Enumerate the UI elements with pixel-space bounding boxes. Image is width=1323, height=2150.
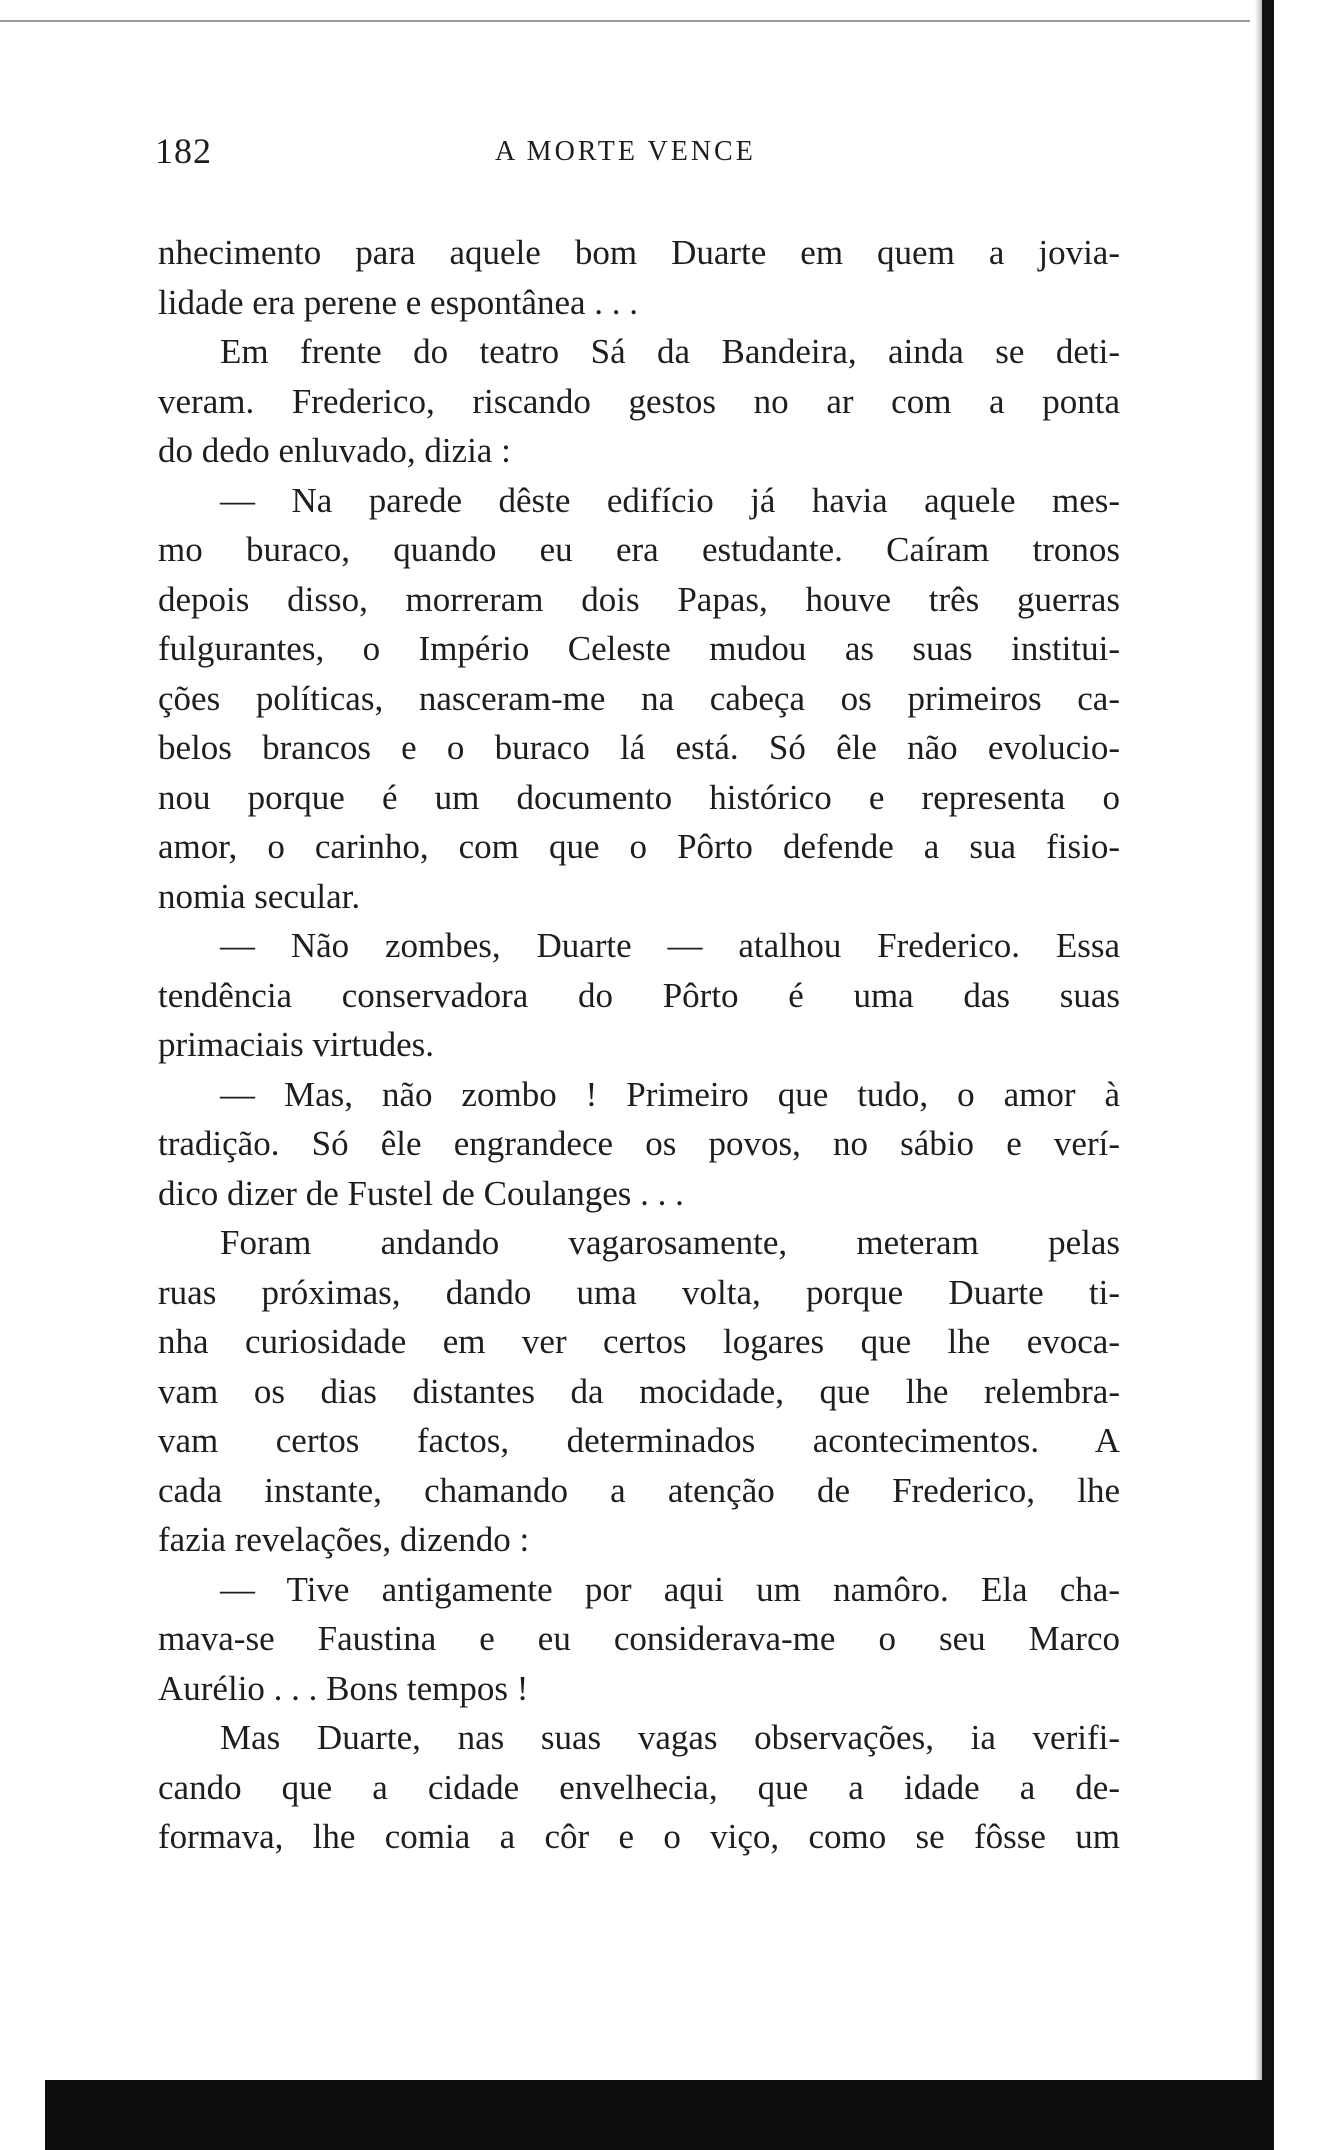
text-line: Aurélio . . . Bons tempos ! <box>158 1668 529 1708</box>
text-line: vam certos factos, determinados acontecimentos. A <box>158 1421 1120 1460</box>
text-line: ções políticas, nasceram-me na cabeça os primeiros ca- <box>158 678 1120 718</box>
binding-shadow <box>1255 0 1262 2150</box>
top-rule <box>0 20 1250 22</box>
right-page-edge <box>1262 0 1274 2150</box>
page-header <box>155 130 1125 180</box>
text-line: primaciais virtudes. <box>158 1025 435 1064</box>
text-line: Foram andando vagarosamente, meteram pelas <box>220 1223 1120 1262</box>
text-line: nou porque é um documento histórico e representa o <box>158 777 1120 817</box>
text-line: fulgurantes, o Império Celeste mudou as suas institui- <box>158 629 1120 668</box>
text-line: lidade era perene e espontânea . . . <box>158 282 639 322</box>
text-line: belos brancos e o buraco lá está. Só êle não evolucio- <box>158 728 1120 767</box>
text-line: — Na parede dêste edifício já havia aquele mes- <box>220 480 1120 520</box>
text-line: — Não zombes, Duarte — atalhou Frederico. Essa <box>220 926 1120 965</box>
text-line: Em frente do teatro Sá da Bandeira, ainda se deti- <box>220 332 1120 371</box>
text-line: mo buraco, quando eu era estudante. Caíram tronos <box>158 530 1120 569</box>
text-line: depois disso, morreram dois Papas, houve três guerras <box>158 579 1120 619</box>
text-line: mava-se Faustina e eu considerava-me o seu Marco <box>158 1619 1120 1658</box>
text-line: vam os dias distantes da mocidade, que lhe relembra- <box>158 1371 1120 1411</box>
text-line: tradição. Só êle engrandece os povos, no sábio e verí- <box>158 1124 1120 1163</box>
text-line: tendência conservadora do Pôrto é uma das suas <box>158 975 1120 1015</box>
running-title: A MORTE VENCE <box>495 136 756 167</box>
text-line: Mas Duarte, nas suas vagas observações, ia verifi- <box>220 1718 1120 1757</box>
text-line: formava, lhe comia a côr e o viço, como se fôsse um <box>158 1817 1120 1856</box>
text-line: nha curiosidade em ver certos logares que lhe evoca- <box>158 1322 1120 1361</box>
bottom-scan-border <box>45 2080 1273 2150</box>
text-line: dico dizer de Fustel de Coulanges . . . <box>158 1173 684 1213</box>
text-line: nomia secular. <box>158 876 361 916</box>
text-line: — Tive antigamente por aqui um namôro. Ela cha- <box>220 1569 1120 1609</box>
text-line: amor, o carinho, com que o Pôrto defende a sua fisio- <box>158 827 1120 866</box>
text-line: cada instante, chamando a atenção de Frederico, lhe <box>158 1470 1120 1510</box>
body-text <box>158 228 1120 1862</box>
page-number: 182 <box>155 131 212 171</box>
text-line: fazia revelações, dizendo : <box>158 1520 530 1559</box>
text-line: — Mas, não zombo ! Primeiro que tudo, o amor à <box>220 1074 1120 1114</box>
text-line: cando que a cidade envelhecia, que a idade a de- <box>158 1767 1120 1807</box>
text-line: ruas próximas, dando uma volta, porque Duarte ti- <box>158 1272 1120 1312</box>
text-line: nhecimento para aquele bom Duarte em quem a jovia- <box>158 233 1120 272</box>
text-line: do dedo enluvado, dizia : <box>158 431 511 470</box>
text-line: veram. Frederico, riscando gestos no ar com a ponta <box>158 381 1120 421</box>
